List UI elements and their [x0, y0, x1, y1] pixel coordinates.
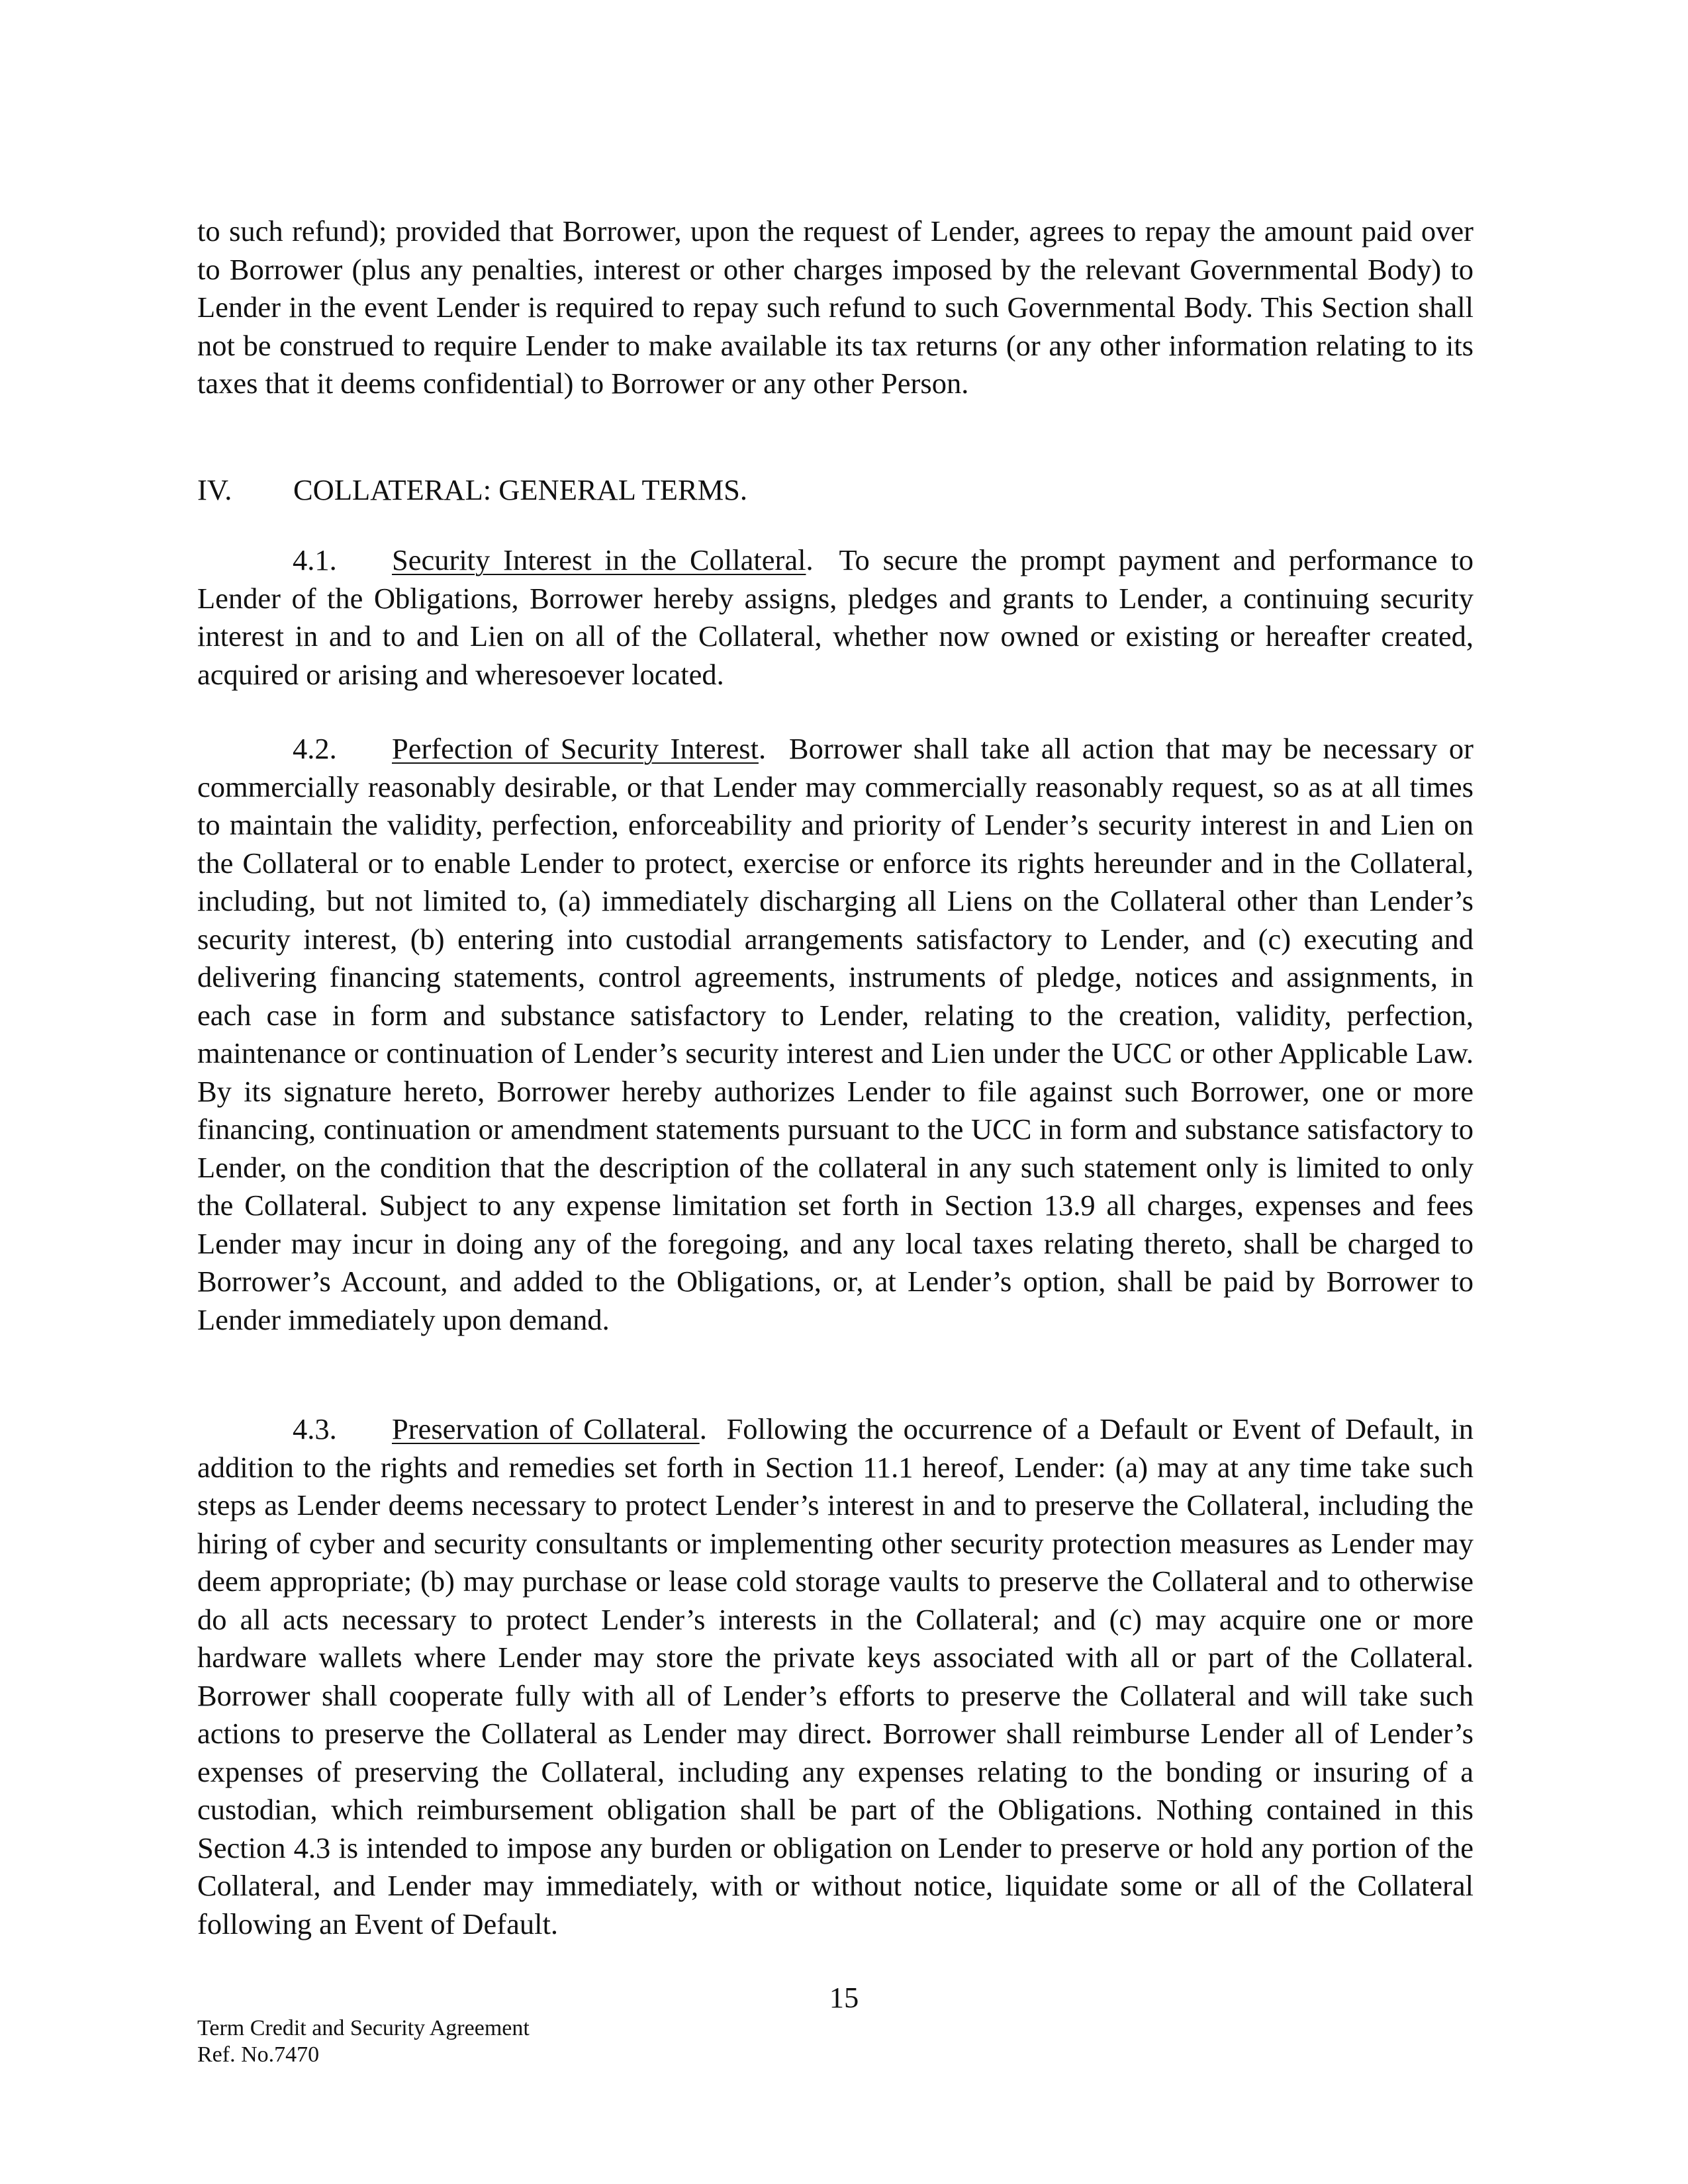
footer-reference-number: Ref. No.7470: [197, 2042, 320, 2067]
section-4-2-title: Perfection of Security Interest: [392, 732, 759, 765]
intro-paragraph: [197, 212, 1474, 403]
section-4-1: 4.1. Security Interest in the Collateral. To secure the prompt payment and performance to Lender of the Obligations, Borrower hereby assigns, pledges and grants to Lender, a continuing security interest in and to and Lien on all of the Collateral, whether now owned or existing or hereafter created, acquired or arising and wheresoever located.: [197, 541, 1474, 694]
intro-text: to such refund); provided that Borrower, upon the request of Lender, agrees to repay the amount paid over to Borrower (plus any penalties, interest or other charges imposed by the relevant Governmental Body) to Lender in the event Lender is required to repay such refund to such Governmental Body. This Section shall not be construed to require Lender to make available its tax returns (or any other information relating to its taxes that it deems confidential) to Borrower or any other Person.: [197, 214, 1474, 400]
section-4-1-text: To secure the prompt payment and performance to Lender of the Obligations, Borrower hereby assigns, pledges and grants to Lender, a continuing security interest in and to and Lien on all of the Collateral, whether now owned or existing or hereafter created, acquired or arising and wheresoever located.: [197, 543, 1474, 691]
page-number: 15: [829, 1981, 859, 2014]
footer-document-title: Term Credit and Security Agreement: [197, 2016, 530, 2040]
section-4-1-number: 4.1.: [293, 543, 337, 576]
section-4-3-text: Following the occurrence of a Default or Event of Default, in addition to the rights and remedies set forth in Section 11.1 hereof, Lender: (a) may at any time take such steps as Lender deems necessary to protect Lender’s interest in and to preserve the Collateral, including the hiring of cyber and security consultants or implementing other security protection measures as Lender may deem appropriate; (b) may purchase or lease cold storage vaults to preserve the Collateral and to otherwise do all acts necessary to protect Lender’s interests in the Collateral; and (c) may acquire one or more hardware wallets where Lender may store the private keys associated with all or part of the Collateral. Borrower shall cooperate fully with all of Lender’s efforts to preserve the Collateral and will take such actions to preserve the Collateral as Lender may direct. Borrower shall reimburse Lender all of Lender’s expenses of preserving the Collateral, including any expenses relating to the bonding or insuring of a custodian, which reimbursement obligation shall be part of the Obligations. Nothing contained in this Section 4.3 is intended to impose any burden or obligation on Lender to preserve or hold any portion of the Collateral, and Lender may immediately, with or without notice, liquidate some or all of the Collateral following an Event of Default.: [197, 1412, 1474, 1940]
footer: [197, 2015, 530, 2068]
section-4-3-number: 4.3.: [293, 1412, 337, 1445]
section-heading: [197, 471, 747, 510]
section-4-2-text: Borrower shall take all action that may be necessary or commercially reasonably desirable, or that Lender may commercially reasonably request, so as at all times to maintain the validity, perfection, enforceability and priority of Lender’s security interest in and Lien on the Collateral or to enable Lender to protect, exercise or enforce its rights hereunder and in the Collateral, including, but not limited to, (a) immediately discharging all Liens on the Collateral other than Lender’s security interest, (b) entering into custodial arrangements satisfactory to Lender, and (c) executing and delivering financing statements, control agreements, instruments of pledge, notices and assignments, in each case in form and substance satisfactory to Lender, relating to the creation, validity, perfection, maintenance or continuation of Lender’s security interest and Lien under the UCC or other Applicable Law. By its signature hereto, Borrower hereby authorizes Lender to file against such Borrower, one or more financing, continuation or amendment statements pursuant to the UCC in form and substance satisfactory to Lender, on the condition that the description of the collateral in any such statement only is limited to only the Collateral. Subject to any expense limitation set forth in Section 13.9 all charges, expenses and fees Lender may incur in doing any of the foregoing, and any local taxes relating thereto, shall be charged to Borrower’s Account, and added to the Obligations, or, at Lender’s option, shall be paid by Borrower to Lender immediately upon demand.: [197, 732, 1474, 1336]
section-4-2: 4.2. Perfection of Security Interest. Borrower shall take all action that may be necessary or commercially reasonably desirable, or that Lender may commercially reasonably request, so as at all times to maintain the validity, perfection, enforceability and priority of Lender’s security interest in and Lien on the Collateral or to enable Lender to protect, exercise or enforce its rights hereunder and in the Collateral, including, but not limited to, (a) immediately discharging all Liens on the Collateral other than Lender’s security interest, (b) entering into custodial arrangements satisfactory to Lender, and (c) executing and delivering financing statements, control agreements, instruments of pledge, notices and assignments, in each case in form and substance satisfactory to Lender, relating to the creation, validity, perfection, maintenance or continuation of Lender’s security interest and Lien under the UCC or other Applicable Law. By its signature hereto, Borrower hereby authorizes Lender to file against such Borrower, one or more financing, continuation or amendment statements pursuant to the UCC in form and substance satisfactory to Lender, on the condition that the description of the collateral in any such statement only is limited to only the Collateral. Subject to any expense limitation set forth in Section 13.9 all charges, expenses and fees Lender may incur in doing any of the foregoing, and any local taxes relating thereto, shall be charged to Borrower’s Account, and added to the Obligations, or, at Lender’s option, shall be paid by Borrower to Lender immediately upon demand.: [197, 730, 1474, 1339]
section-4-2-number: 4.2.: [293, 732, 337, 765]
section-4-3: 4.3. Preservation of Collateral. Following the occurrence of a Default or Event of Default, in addition to the rights and remedies set forth in Section 11.1 hereof, Lender: (a) may at any time take such steps as Lender deems necessary to protect Lender’s interest in and to preserve the Collateral, including the hiring of cyber and security consultants or implementing other security protection measures as Lender may deem appropriate; (b) may purchase or lease cold storage vaults to preserve the Collateral and to otherwise do all acts necessary to protect Lender’s interests in the Collateral; and (c) may acquire one or more hardware wallets where Lender may store the private keys associated with all or part of the Collateral. Borrower shall cooperate fully with all of Lender’s efforts to preserve the Collateral and will take such actions to preserve the Collateral as Lender may direct. Borrower shall reimburse Lender all of Lender’s expenses of preserving the Collateral, including any expenses relating to the bonding or insuring of a custodian, which reimbursement obligation shall be part of the Obligations. Nothing contained in this Section 4.3 is intended to impose any burden or obligation on Lender to preserve or hold any portion of the Collateral, and Lender may immediately, with or without notice, liquidate some or all of the Collateral following an Event of Default.: [197, 1410, 1474, 1943]
section-title: COLLATERAL: GENERAL TERMS.: [293, 473, 748, 506]
section-4-1-title: Security Interest in the Collateral: [392, 543, 806, 576]
section-number: IV.: [197, 473, 232, 506]
section-4-3-title: Preservation of Collateral: [392, 1412, 700, 1445]
